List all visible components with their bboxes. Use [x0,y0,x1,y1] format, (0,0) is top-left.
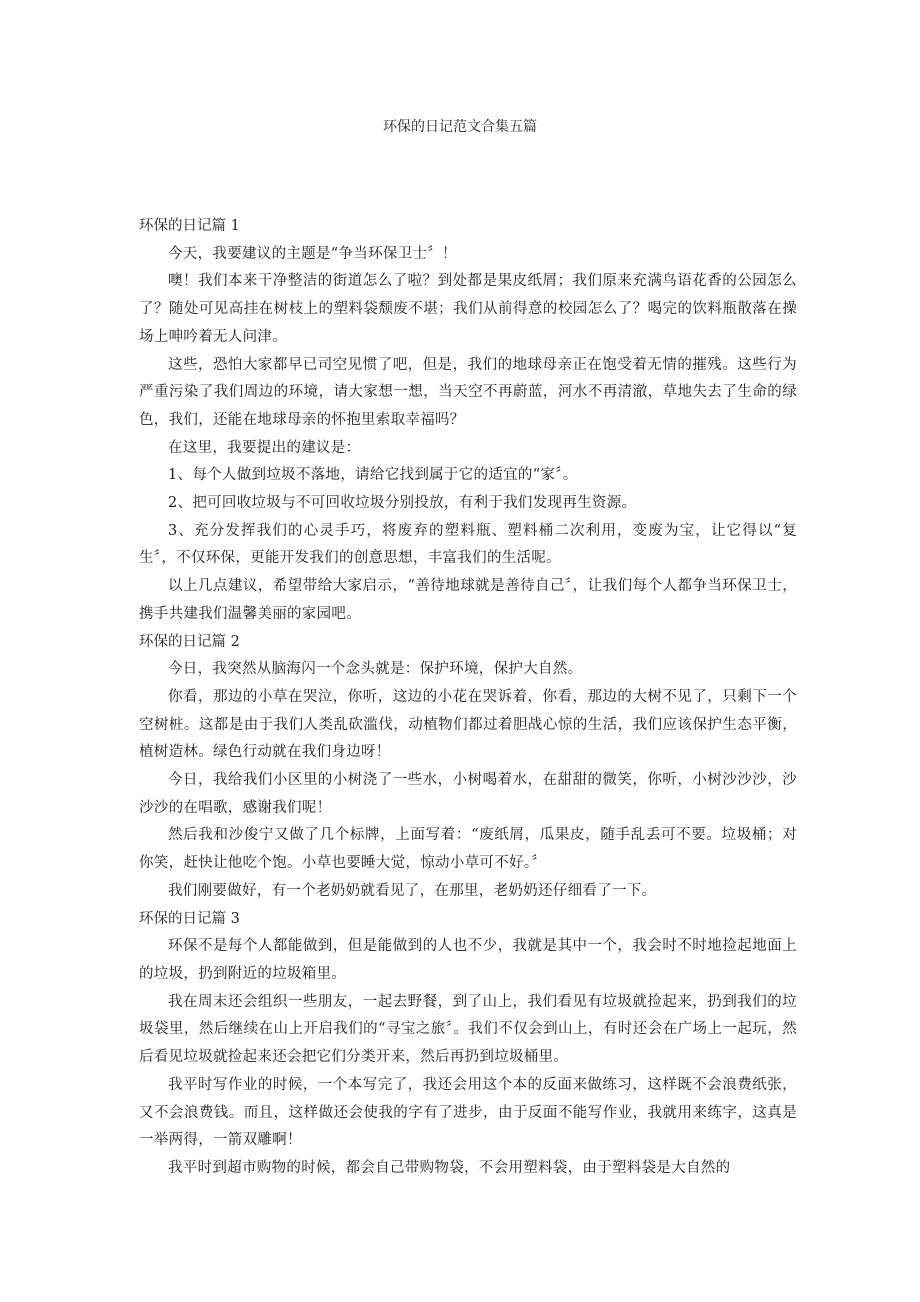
paragraph: 我们刚要做好，有一个老奶奶就看见了，在那里，老奶奶还仔细看了一下。 [168,882,657,899]
paragraph: 在这里，我要提出的建议是： [168,439,361,456]
section-heading: 环保的日记篇 1 [139,218,240,234]
list-item-suggestion: 3、充分发挥我们的心灵手巧，将废弃的塑料瓶、塑料桶二次利用，变废为宝，让它得以“复生〞，不仅环保，更能开发我们的创意思想，丰富我们的生活呢。 [139,522,797,567]
paragraph: 今天，我要建议的主题是“争当环保卫士〞！ [168,245,457,262]
paragraph: 环保不是每个人都能做到，但是能做到的人也不少，我就是其中一个，我会时不时地捡起地面上的垃圾，扔到附近的垃圾箱里。 [139,938,797,982]
diary-section-2 [139,629,797,906]
paragraph: 我平时写作业的时候，一个本写完了，我还会用这个本的反面来做练习，这样既不会浪费纸张，又不会浪费钱。而且，这样做还会使我的字有了进步，由于反面不能写作业，我就用来练字，这真是一举两得，一箭双雕啊！ [139,1076,797,1149]
paragraph: 噢！我们本来干净整洁的街道怎么了啦？到处都是果皮纸屑；我们原来充满鸟语花香的公园怎么了？随处可见高挂在树枝上的塑料袋颓废不堪；我们从前得意的校园怎么了？喝完的饮料瓶散落在操场上呻吟着无人问津。 [139,273,797,345]
list-item-suggestion: 2、把可回收垃圾与不可回收垃圾分别投放，有利于我们发现再生资源。 [168,495,637,512]
diary-section-1 [139,213,797,629]
diary-section-3 [139,906,797,1183]
paragraph: 我平时到超市购物的时候，都会自己带购物袋，不会用塑料袋，由于塑料袋是大自然的 [168,1159,731,1176]
paragraph: 然后我和沙俊宁又做了几个标牌，上面写着：“废纸屑，瓜果皮，随手乱丢可不要。垃圾桶；对你笑，赶快让他吃个饱。小草也要睡大觉，惊动小草可不好。〞 [139,827,797,872]
document-title: 环保的日记范文合集五篇 [383,119,537,135]
paragraph: 我在周末还会组织一些朋友，一起去野餐，到了山上，我们看见有垃圾就捡起来，扔到我们的垃圾袋里，然后继续在山上开启我们的“寻宝之旅〞。我们不仅会到山上，有时还会在广场上一起玩，然后看见垃圾就捡起来还会把它们分类开来，然后再扔到垃圾桶里。 [139,993,797,1066]
paragraph: 今日，我给我们小区里的小树浇了一些水，小树喝着水，在甜甜的微笑，你听，小树沙沙沙，沙沙沙的在唱歌，感谢我们呢！ [139,772,797,816]
section-heading: 环保的日记篇 2 [139,633,240,650]
document-body [139,213,797,1183]
paragraph: 这些，恐怕大家都早已司空见惯了吧，但是，我们的地球母亲正在饱受着无情的摧残。这些行为严重污染了我们周边的环境，请大家想一想，当天空不再蔚蓝，河水不再清澈，草地失去了生命的绿色，我们，还能在地球母亲的怀抱里索取幸福吗？ [139,356,797,428]
section-heading: 环保的日记篇 3 [139,910,240,927]
paragraph: 今日，我突然从脑海闪一个念头就是：保护环境，保护大自然。 [168,661,583,678]
paragraph: 你看，那边的小草在哭泣，你听，这边的小花在哭诉着，你看，那边的大树不见了，只剩下一个空树桩。这都是由于我们人类乱砍滥伐，动植物们都过着胆战心惊的生活，我们应该保护生态平衡，植树造林。绿色行动就在我们身边呀！ [139,688,797,761]
paragraph: 以上几点建议，希望带给大家启示，“善待地球就是善待自己〞，让我们每个人都争当环保卫士，携手共建我们温馨美丽的家园吧。 [139,578,797,622]
list-item-suggestion: 1、每个人做到垃圾不落地，请给它找到属于它的适宜的“家〞。 [168,467,578,484]
